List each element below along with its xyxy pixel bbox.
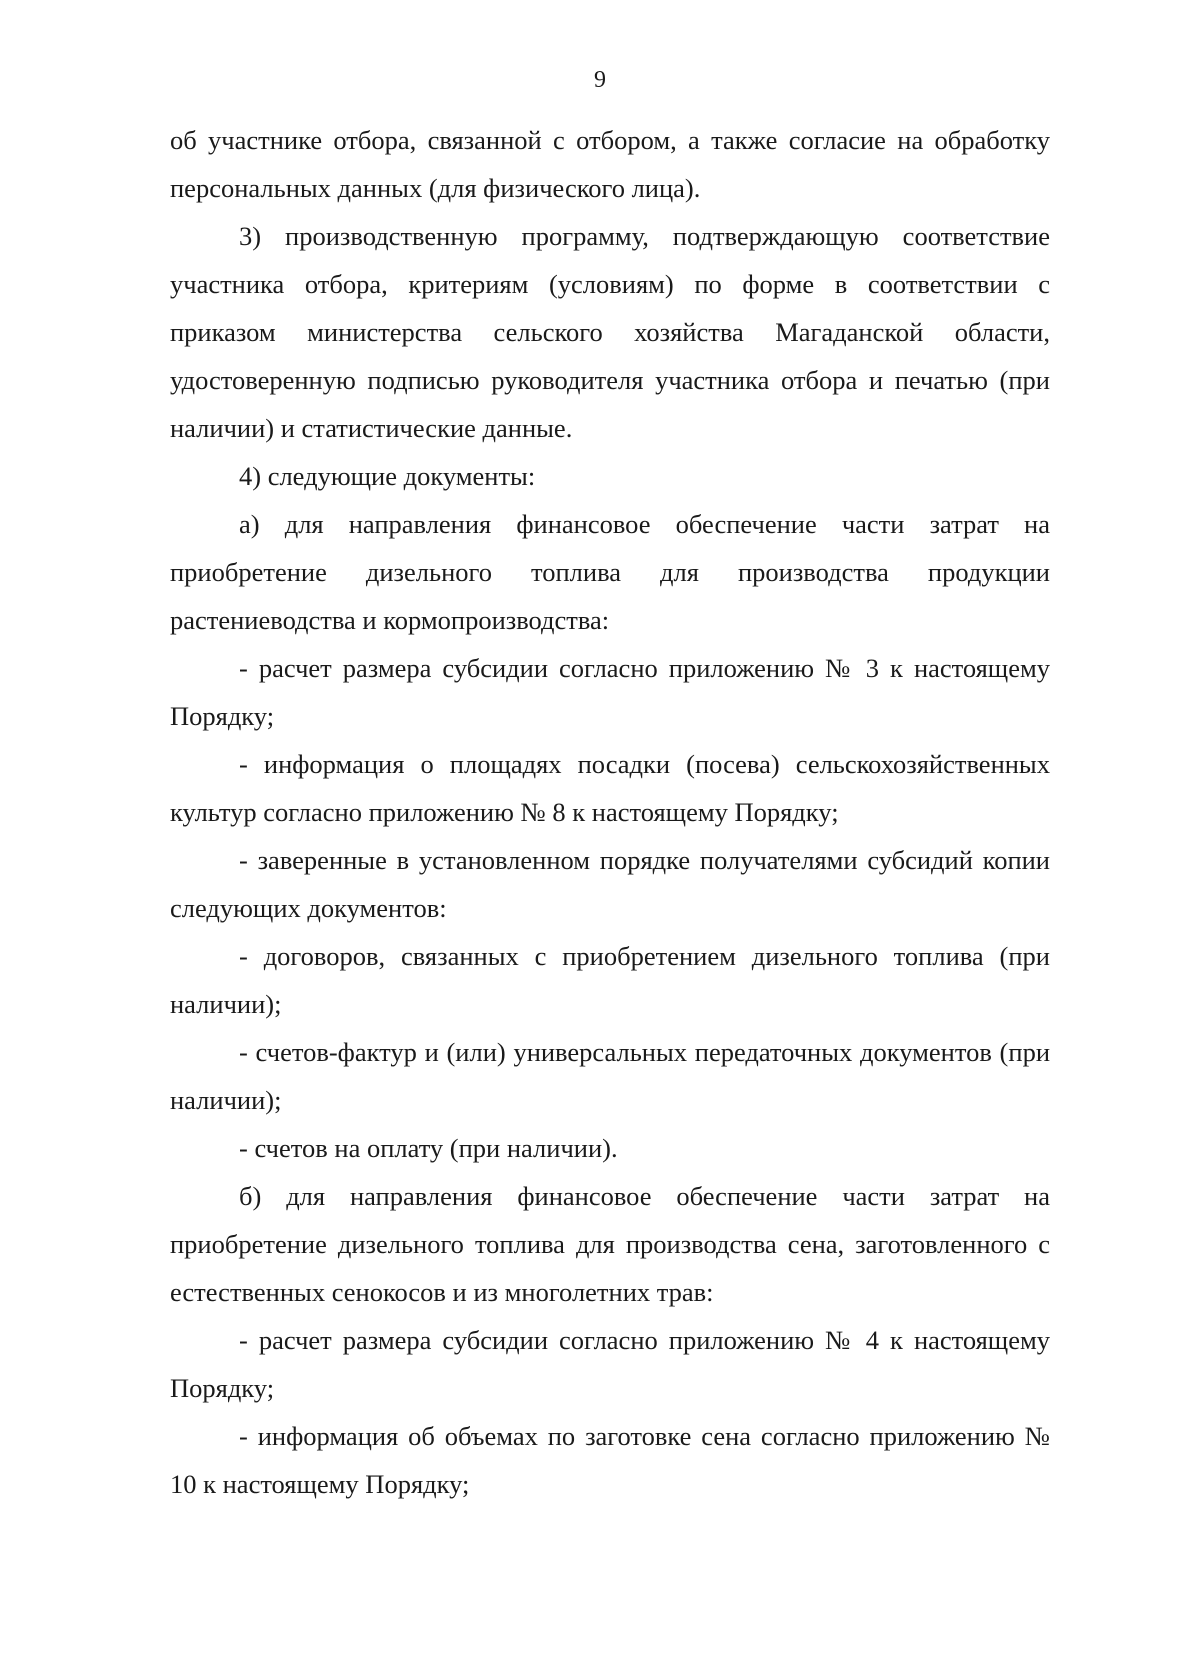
list-item-invoices-transfer-documents: - счетов-фактур и (или) универсальных передаточных документов (при наличии); [170, 1037, 1050, 1115]
paragraph-item-3-production-program: 3) производственную программу, подтверждающую соответствие участника отбора, критериям (условиям) по форме в соответствии с приказом министерства сельского хозяйства Магаданской области, удостоверенную подписью руководителя участника отбора и печатью (при наличии) и статистические данные. [170, 221, 1050, 443]
list-item-diesel-contracts: - договоров, связанных с приобретением дизельного топлива (при наличии); [170, 941, 1050, 1019]
paragraph-subitem-b-diesel-hay-production: б) для направления финансовое обеспечение части затрат на приобретение дизельного топлива для производства сена, заготовленного с естественных сенокосов и из многолетних трав: [170, 1181, 1050, 1307]
list-item-certified-copies: - заверенные в установленном порядке получателями субсидий копии следующих документов: [170, 845, 1050, 923]
list-item-subsidy-calculation-appendix-4: - расчет размера субсидии согласно приложению № 4 к настоящему Порядку; [170, 1325, 1050, 1403]
page-number: 9 [594, 67, 606, 93]
list-item-planting-area-info-appendix-8: - информация о площадях посадки (посева) сельскохозяйственных культур согласно приложению № 8 к настоящему Порядку; [170, 749, 1050, 827]
list-item-payment-invoices: - счетов на оплату (при наличии). [239, 1133, 618, 1163]
paragraph-subitem-a-diesel-crop-production: а) для направления финансовое обеспечение части затрат на приобретение дизельного топлива для производства продукции растениеводства и кормопроизводства: [170, 509, 1050, 635]
list-item-subsidy-calculation-appendix-3: - расчет размера субсидии согласно приложению № 3 к настоящему Порядку; [170, 653, 1050, 731]
paragraph-item-4-documents: 4) следующие документы: [239, 461, 536, 491]
paragraph-personal-data-consent: об участнике отбора, связанной с отбором, а также согласие на обработку персональных данных (для физического лица). [170, 125, 1050, 203]
list-item-hay-volume-info-appendix-10: - информация об объемах по заготовке сена согласно приложению № 10 к настоящему Порядку; [170, 1421, 1050, 1499]
document-body [170, 116, 1050, 1508]
